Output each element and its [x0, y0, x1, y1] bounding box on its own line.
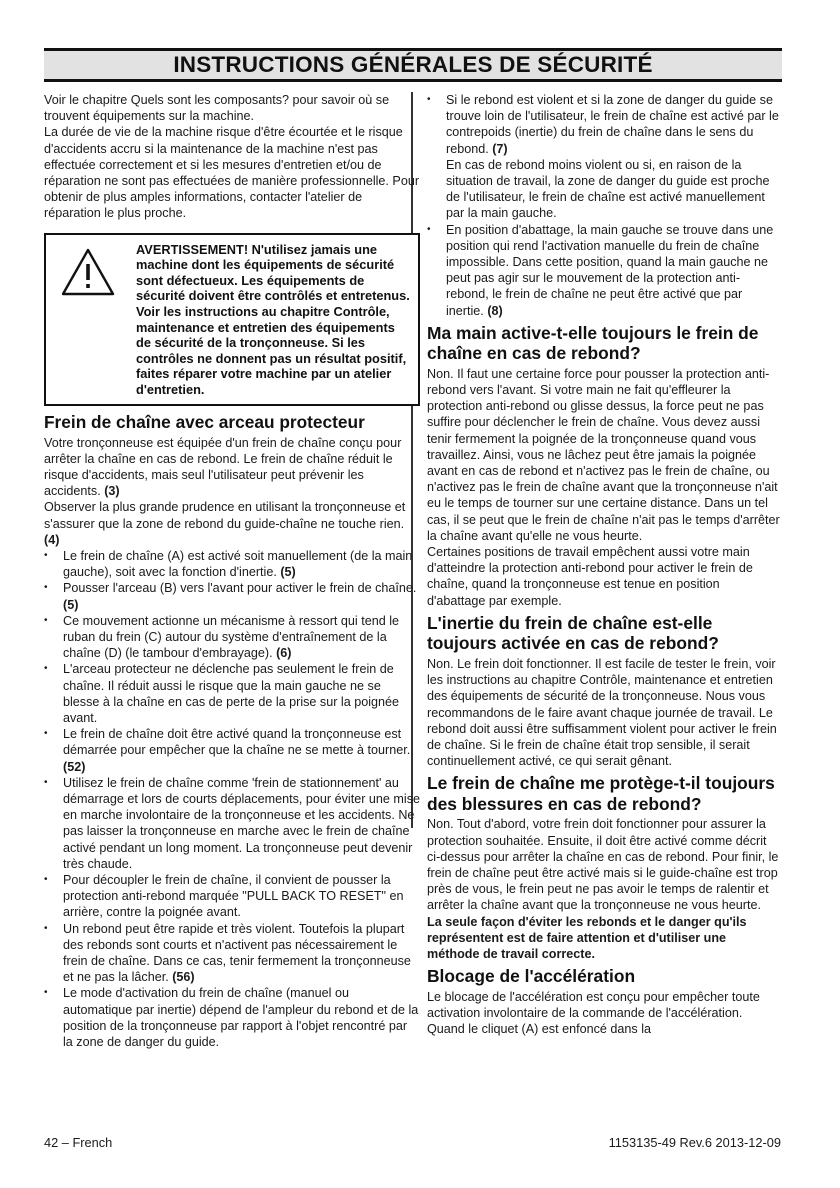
list-item [44, 985, 420, 1050]
list-item [44, 775, 420, 872]
figure-ref: (6) [276, 646, 292, 661]
list-item [44, 580, 420, 612]
paragraph: Non. Tout d'abord, votre frein doit fonctionner pour assurer la protection souhaitée. Ensuite, il doit être activé comme décrit ci-dessus pour arrêter la chaîne en cas de rebond. Pour finir, le frein de chaîne peut être activé mais si le guide-chaîne est trop près de vous, le frein peut ne pas avoir le temps de ralentir et arrêter la chaîne avant que la tronçonneuse ne vous heurte. [427, 817, 779, 913]
figure-ref: (8) [487, 303, 503, 318]
figure-ref: (5) [63, 597, 79, 612]
paragraph: Certaines positions de travail empêchent aussi votre main d'atteindre la protection anti-rebond pour activer le frein de chaîne, quand la tronçonneuse est tenue en position d'abattage par exemple. [427, 545, 753, 608]
figure-ref: (5) [280, 565, 296, 580]
paragraph-text: Observer la plus grande prudence en utilisant la tronçonneuse et s'assurer que la zone de rebond du guide-chaîne ne touche rien. [44, 500, 406, 531]
intro-paragraph: La durée de vie de la machine risque d'être écourtée et le risque d'accidents accru si la maintenance de la machine n'est pas effectuée correctement et si les mesures d'entretien et/ou de réparation ne sont pas effectuées de manière professionnelle. Pour obtenir de plus amples informations, contacter l'atelier de réparation le plus proche. [44, 125, 420, 221]
list-item [44, 661, 420, 726]
page-title-bar [44, 48, 782, 82]
intro-paragraph: Voir le chapitre Quels sont les composants? pour savoir où se trouvent équipements sur la machine. [44, 93, 390, 124]
chain-brake-list [44, 548, 420, 1050]
list-item [44, 548, 420, 580]
section-title-hand-activation: Ma main active-t-elle toujours le frein de chaîne en cas de rebond? [427, 322, 759, 364]
section-title-inertia: L'inertie du frein de chaîne est-elle toujours activée en cas de rebond? [427, 612, 719, 654]
list-item-text: Le mode d'activation du frein de chaîne (manuel ou automatique par inertie) dépend de l'ampleur du rebond et de la position de la tronçonneuse par rapport à l'objet rencontré par la zone de danger du guide. [63, 986, 419, 1050]
figure-ref: (7) [492, 141, 508, 156]
list-item [44, 921, 420, 986]
warning-triangle-icon [60, 247, 116, 297]
warning-text: AVERTISSEMENT! N'utilisez jamais une machine dont les équipements de sécurité sont défectueux. Les équipements de sécurité doivent être contrôlés et entretenus. Voir les instructions au chapitre Contrôle, maintenance et entretien des équipements de sécurité de la tronçonneuse. Si les contrôles ne donnent pas un résultat positif, faites réparer votre machine par un atelier d'entretien. [136, 241, 410, 397]
paragraph [44, 435, 420, 500]
kickback-list [427, 92, 780, 319]
list-item-text: L'arceau protecteur ne déclenche pas seulement le frein de chaîne. Il réduit aussi le risque que la main gauche ne se blesse à la chaîne en cas de perte de la prise sur la poignée avant. [63, 662, 400, 726]
paragraph: Non. Il faut une certaine force pour pousser la protection anti-rebond vers l'avant. Si votre main ne fait qu'effleurer la protection anti-rebond ou glisse dessus, la force peut ne pas suffire pour déclencher le frein de chaîne. Vous devez aussi tenir fermement la poignée de la tronçonneuse quand vous travaillez. Ainsi, vous ne lâchez peut être jamais la poignée avant en cas de rebond et n'activez pas le frein de chaîne, ou n'activez pas le frein de chaîne avant que la tronçonneuse n'ait eu le temps de tourner sur une certaine distance. Dans un tel cas, il se peut que le frein de chaîne n'ait pas le temps d'arrêter la chaîne avant qu'elle ne vous heurte. [427, 366, 780, 543]
section-title-protection: Le frein de chaîne me protège-t-il toujours des blessures en cas de rebond? [427, 773, 775, 814]
list-item [44, 872, 420, 921]
figure-ref: (52) [63, 759, 86, 774]
paragraph: Non. Le frein doit fonctionner. Il est facile de tester le frein, voir les instructions au chapitre Contrôle, maintenance et entretien des équipements de sécurité de la tronçonneuse. Nous vous recommandons de le faire avant chaque journée de travail. Le rebond doit aussi être suffisamment violent pour activer le frein de chaîne. Si le frein de chaîne était trop sensible, il serait continuellement activé, ce qui serait gênant. [427, 656, 777, 769]
paragraph: Le blocage de l'accélération est conçu pour empêcher toute activation involontaire de la commande de l'accélération. Quand le cliquet (A) est enfoncé dans la [427, 989, 760, 1037]
list-item [427, 92, 780, 222]
list-item [427, 222, 780, 319]
list-item-continuation: En cas de rebond moins violent ou si, en raison de la situation de travail, la zone de danger du guide est proche de l'utilisateur, le frein de chaîne est activé manuellement par la main gauche. [446, 157, 770, 221]
list-item-text: Le frein de chaîne doit être activé quand la tronçonneuse est démarrée pour empêcher que la chaîne ne se mette à tourner. [63, 727, 411, 758]
list-item-text: Utilisez le frein de chaîne comme 'frein de stationnement' au démarrage et lors de courts déplacements, pour éviter une mise en marche involontaire de la tronçonneuse et les accidents. Ne pas laisser la tronçonneuse en marche avec le frein de chaîne activé pendant un long moment. La tronçonneuse peut devenir très chaude. [63, 775, 421, 871]
bold-note: La seule façon d'éviter les rebonds et le danger qu'ils représentent est de faire attention et d'utiliser une méthode de travail correcte. [427, 914, 747, 961]
left-column [44, 92, 420, 1050]
list-item-text: En position d'abattage, la main gauche se trouve dans une position qui rend l'activation manuelle du frein de chaîne impossible. Dans cette position, quand la main gauche ne peut pas agir sur le mouvement de la protection anti-rebond, le frein de chaîne ne peut être activé que par inertie. [446, 222, 774, 318]
list-item [44, 613, 420, 662]
figure-ref: (56) [172, 970, 195, 985]
list-item-text: Si le rebond est violent et si la zone de danger du guide se trouve loin de l'utilisateur, le frein de chaîne est activé par le contrepoids (inertie) du frein de chaîne dans le sens du rebond. [446, 93, 779, 156]
list-item-text: Pousser l'arceau (B) vers l'avant pour activer le frein de chaîne. [63, 581, 417, 596]
list-item [44, 726, 420, 775]
list-item-text: Ce mouvement actionne un mécanisme à ressort qui tend le ruban du frein (C) autour du système d'entraînement de la chaîne (D) (le tambour d'embrayage). [63, 613, 400, 661]
page-number: 42 – French [44, 1135, 113, 1150]
figure-ref: (4) [44, 532, 60, 547]
paragraph-text: Votre tronçonneuse est équipée d'un frein de chaîne conçu pour arrêter la chaîne en cas de rebond. Le frein de chaîne réduit le risque d'accidents, mais seul l'utilisateur peut prévenir les accidents. [44, 435, 402, 499]
list-item-text: Le frein de chaîne (A) est activé soit manuellement (de la main gauche), soit avec la fonction d'inertie. [63, 548, 413, 580]
list-item-text: Un rebond peut être rapide et très violent. Toutefois la plupart des rebonds sont courts et n'activent pas nécessairement le frein de chaîne. Dans ce cas, tenir fermement la tronçonneuse et ne pas la lâcher. [63, 921, 411, 985]
document-reference: 1153135-49 Rev.6 2013-12-09 [608, 1135, 781, 1150]
figure-ref: (3) [104, 484, 120, 499]
paragraph [44, 499, 420, 548]
warning-box [44, 233, 420, 406]
section-title-throttle-lockout: Blocage de l'accélération [427, 966, 636, 987]
section-title-chain-brake: Frein de chaîne avec arceau protecteur [44, 411, 365, 432]
right-column [427, 92, 780, 1037]
list-item-text: Pour découpler le frein de chaîne, il convient de pousser la protection anti-rebond marquée "PULL BACK TO RESET" en arrière, contre la poignée avant. [63, 873, 404, 920]
page-title: INSTRUCTIONS GÉNÉRALES DE SÉCURITÉ [173, 52, 653, 77]
